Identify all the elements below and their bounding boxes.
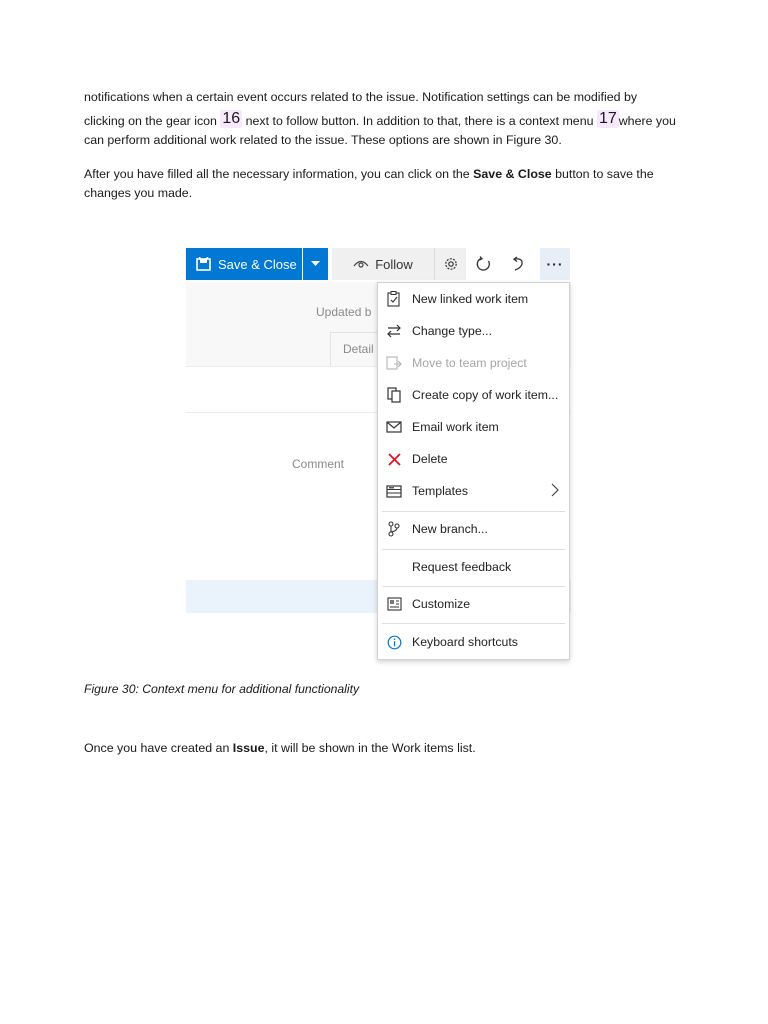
more-icon: ··· [546, 256, 564, 272]
menu-separator [382, 549, 565, 550]
paragraph-save-close [84, 165, 694, 203]
save-icon [196, 257, 212, 271]
context-menu [377, 282, 570, 660]
branch-icon [385, 520, 403, 538]
menu-item-change-type[interactable] [378, 317, 569, 345]
menu-item-customize[interactable] [378, 590, 569, 618]
menu-item-label: Create copy of work item... [412, 388, 559, 402]
p2-text-b: button to save the changes you made. [84, 167, 654, 200]
refresh-button[interactable] [468, 248, 500, 280]
eye-icon [353, 259, 369, 269]
menu-item-label: Request feedback [412, 560, 512, 574]
menu-item-email-work-item[interactable] [378, 413, 569, 441]
save-options-dropdown[interactable] [303, 248, 328, 280]
customize-icon [385, 595, 403, 613]
save-close-label: Save & Close [218, 256, 297, 272]
refresh-icon [476, 256, 492, 272]
tab-details-label: Detail [343, 342, 374, 356]
menu-item-label: Email work item [412, 420, 499, 434]
menu-item-label: New linked work item [412, 292, 529, 306]
menu-item-label: Change type... [412, 324, 492, 338]
swap-arrows-icon [385, 322, 403, 340]
delete-x-icon [385, 450, 403, 468]
more-actions-button[interactable] [540, 248, 570, 280]
figure-caption: Figure 30: Context menu for additional functionality [84, 682, 360, 696]
menu-separator [382, 586, 565, 587]
menu-item-move-to-team-project[interactable] [378, 349, 569, 377]
copy-icon [385, 386, 403, 404]
menu-item-label: New branch... [412, 522, 488, 536]
p1-text-d: where you can perform additional work related to the issue. These options are shown in Figure 30. [84, 114, 676, 147]
menu-item-new-branch[interactable] [378, 515, 569, 543]
follow-label: Follow [375, 256, 413, 272]
tab-details[interactable] [330, 332, 378, 366]
chevron-right-icon [551, 483, 559, 497]
undo-button[interactable] [502, 248, 534, 280]
p2-text-a: After you have filled all the necessary information, you can click on the [84, 167, 470, 181]
p3-text-b: , it will be shown in the Work items list. [264, 741, 476, 755]
menu-item-label: Customize [412, 597, 471, 611]
gear-icon [443, 256, 459, 272]
menu-item-create-copy[interactable] [378, 381, 569, 409]
info-icon [385, 633, 403, 651]
clipboard-link-icon [385, 290, 403, 308]
callout-17: 17 [598, 110, 617, 127]
menu-item-keyboard-shortcuts[interactable] [378, 628, 569, 656]
templates-icon [385, 482, 403, 500]
figure-context-menu [186, 248, 576, 662]
p1-text-c: next to follow button. In addition to that, there is a context menu [245, 114, 594, 128]
paragraph-issue-created [84, 739, 694, 758]
menu-item-delete[interactable] [378, 445, 569, 473]
menu-item-label: Delete [412, 452, 448, 466]
menu-separator [382, 623, 565, 624]
p3-bold-issue: Issue [232, 741, 265, 755]
p2-bold-save-close: Save & Close [473, 167, 552, 181]
move-icon [385, 354, 403, 372]
menu-item-request-feedback[interactable] [378, 553, 569, 581]
menu-item-new-linked-work-item[interactable] [378, 285, 569, 313]
comment-label: Comment [292, 457, 345, 471]
menu-item-label: Templates [412, 484, 469, 498]
paragraph-notifications [84, 88, 694, 150]
mail-icon [385, 418, 403, 436]
p1-text-b: clicking on the gear icon [84, 114, 217, 128]
p3-text-a: Once you have created an [84, 741, 230, 755]
menu-separator [382, 511, 565, 512]
callout-16: 16 [222, 110, 241, 127]
caret-down-icon [311, 261, 320, 267]
undo-icon [511, 256, 525, 272]
menu-item-label: Keyboard shortcuts [412, 635, 518, 649]
p1-text-a: notifications when a certain event occurs related to the issue. Notification settings can be modified by [84, 90, 638, 104]
follow-button[interactable] [332, 248, 434, 280]
menu-item-templates[interactable] [378, 477, 569, 505]
save-close-button[interactable] [186, 248, 302, 280]
menu-item-label: Move to team project [412, 356, 527, 370]
follow-settings-button[interactable] [434, 248, 466, 280]
updated-by-text: Updated b [316, 305, 372, 319]
